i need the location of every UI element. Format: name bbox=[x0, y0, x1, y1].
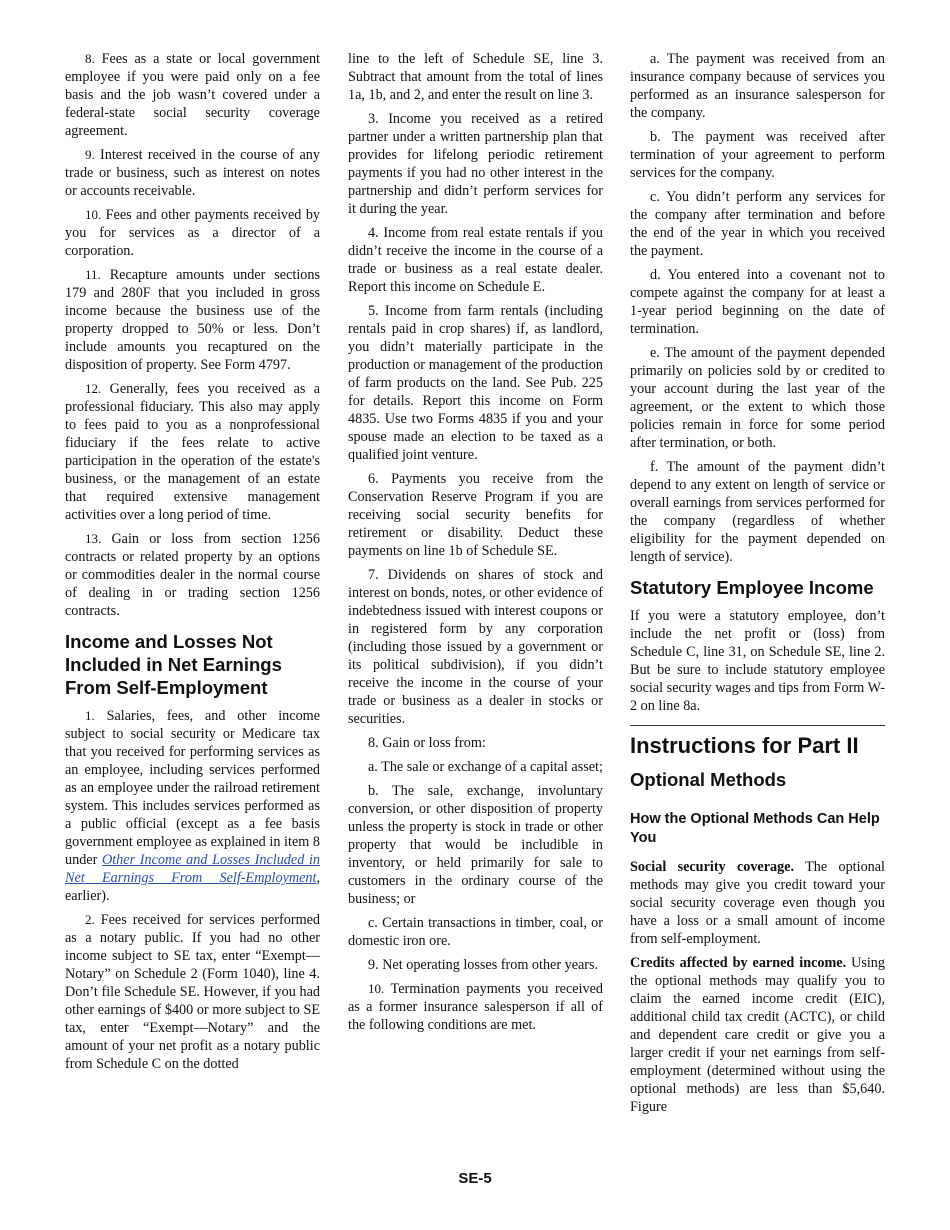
not-included-item-8b: b. The sale, exchange, involuntary conversion, or other disposition of property unless the property is stock in trade or other property that would be includible in inventory, or held primarily for sale to customers in the ordinary course of the business; or bbox=[348, 783, 603, 907]
part-ii-heading: Instructions for Part II bbox=[630, 733, 859, 758]
not-included-item-2-continued: line to the left of Schedule SE, line 3. Subtract that amount from the total of lines 1a, 1b, and 2, and enter the result on line 3. bbox=[348, 51, 603, 103]
optional-methods-heading: Optional Methods bbox=[630, 769, 787, 790]
social-security-coverage-paragraph: Social security coverage. The optional methods may give you credit toward your social security coverage even though you have a loss or a small amount of income from self-employment. bbox=[630, 859, 885, 947]
not-included-item-8a: a. The sale or exchange of a capital asset; bbox=[368, 759, 603, 775]
not-included-heading: Income and Losses Not Included in Net Earnings From Self-Employment bbox=[65, 631, 282, 698]
section-divider bbox=[630, 725, 885, 726]
column-2 bbox=[348, 50, 603, 1040]
how-optional-methods-help-heading: How the Optional Methods Can Help You bbox=[630, 811, 880, 846]
not-included-item-6: 6. Payments you receive from the Conservation Reserve Program if you are receiving social security benefits for retirement or disability. Deduct these payments on line 1b of Schedule SE. bbox=[348, 471, 604, 559]
condition-e: e. The amount of the payment depended primarily on policies sold by or credited to your account during the last year of the agreement, or the extent to which those policies remain in force for some period after termination, or both. bbox=[630, 345, 885, 451]
not-included-item-7: 7. Dividends on shares of stock and interest on bonds, notes, or other evidence of indebtedness issued with interest coupons or in registered form by any corporation (including those issued by a government or its political subdivision), if you didn’t receive the income in the course of your trade or business as a dealer in stocks or securities. bbox=[348, 567, 604, 727]
statutory-employee-heading: Statutory Employee Income bbox=[630, 577, 874, 598]
column-3 bbox=[630, 50, 885, 1122]
included-item-9: 9. Interest received in the course of any trade or business, such as interest on notes or accounts receivable. bbox=[65, 147, 320, 199]
not-included-item-3: 3. Income you received as a retired partner under a written partnership plan that provides for lifelong periodic retirement payments if you had no other interest in the partnership and didn’t perform services for it during the year. bbox=[348, 111, 603, 217]
not-included-item-8: 8. Gain or loss from: bbox=[368, 735, 486, 751]
condition-b: b. The payment was received after termination of your agreement to perform services for the company. bbox=[630, 129, 885, 181]
included-item-8: 8. Fees as a state or local government employee if you were paid only on a fee basis and the job wasn’t covered under a federal-state social security coverage agreement. bbox=[65, 51, 320, 139]
included-item-13: 13. Gain or loss from section 1256 contracts or related property by an options or commodities dealer in the normal course of dealing in or trading section 1256 contracts. bbox=[65, 531, 320, 619]
not-included-item-4: 4. Income from real estate rentals if you didn’t receive the income in the course of a trade or business as a real estate dealer. Report this income on Schedule E. bbox=[348, 225, 603, 295]
column-1 bbox=[65, 50, 320, 1079]
condition-d: d. You entered into a covenant not to compete against the company for at least a 1-year period beginning on the date of termination. bbox=[630, 267, 885, 337]
included-item-12: 12. Generally, fees you received as a professional fiduciary. This also may apply to fees paid to you as a nonprofessional fiduciary if the fees relate to active participation in the operation of the estate's business, or the management of an estate that required extensive management activities over a long period of time. bbox=[65, 381, 321, 523]
not-included-item-8c: c. Certain transactions in timber, coal, or domestic iron ore. bbox=[348, 915, 603, 949]
included-item-10: 10. Fees and other payments received by you for services as a director of a corporation. bbox=[65, 207, 320, 259]
condition-a: a. The payment was received from an insurance company because of services you performed as an insurance salesperson for the company. bbox=[630, 51, 885, 121]
included-item-11: 11. Recapture amounts under sections 179 and 280F that you included in gross income because the business use of the property dropped to 50% or less. Don’t include amounts you recaptured on the disposition of property. See Form 4797. bbox=[65, 267, 320, 373]
not-included-item-10: 10. Termination payments you received as a former insurance salesperson if all of the following conditions are met. bbox=[348, 981, 603, 1033]
statutory-employee-text: If you were a statutory employee, don’t include the net profit or (loss) from Schedule C, line 31, on Schedule SE, line 2. But be sure to include statutory employee social security wages and tips from Form W-2 on line 8a. bbox=[630, 608, 885, 714]
not-included-item-1: 1. Salaries, fees, and other income subject to social security or Medicare tax that you received for performing services as an employee, including services performed as an employee under the railroad retirement system. This includes services performed as a public official (except as a fee basis government employee as explained in item 8 under Other Income and Losses Included in Net Earnings From Self-Employment, earlier). bbox=[65, 708, 321, 904]
not-included-item-2: 2. Fees received for services performed as a notary public. If you had no other income subject to SE tax, enter “Exempt—Notary” on Schedule 2 (Form 1040), line 4. Don’t file Schedule SE. However, if you had other earnings of $400 or more subject to SE tax, enter “Exempt—Notary” and the amount of your net profit as a notary public from Schedule C on the dotted bbox=[65, 912, 321, 1072]
page-number: SE-5 bbox=[458, 1170, 492, 1187]
not-included-item-5: 5. Income from farm rentals (including rentals paid in crop shares) if, as landlord, you didn’t materially participate in the production or management of the production of farm products on the land. See Pub. 225 for details. Report this income on Form 4835. Use two Forms 4835 if you and your spouse made an election to be taxed as a qualified joint venture. bbox=[348, 303, 603, 463]
credits-earned-income-paragraph: Credits affected by earned income. Using the optional methods may qualify you to claim the earned income credit (EIC), additional child tax credit (ACTC), or child and dependent care credit or give you a larger credit if your net earnings from self-employment (determined without using the optional methods) are less than $5,640. Figure bbox=[630, 955, 885, 1115]
condition-f: f. The amount of the payment didn’t depend to any extent on length of service or overall earnings from services performed for the company (regardless of whether eligibility for the payment depended on length of service). bbox=[630, 459, 885, 565]
cross-reference-link[interactable]: Other Income and Losses Included in Net Earnings From Self-Employment bbox=[65, 852, 320, 886]
condition-c: c. You didn’t perform any services for the company after termination and before the end of the year in which you received the payment. bbox=[630, 189, 885, 259]
not-included-item-9: 9. Net operating losses from other years. bbox=[368, 957, 599, 973]
